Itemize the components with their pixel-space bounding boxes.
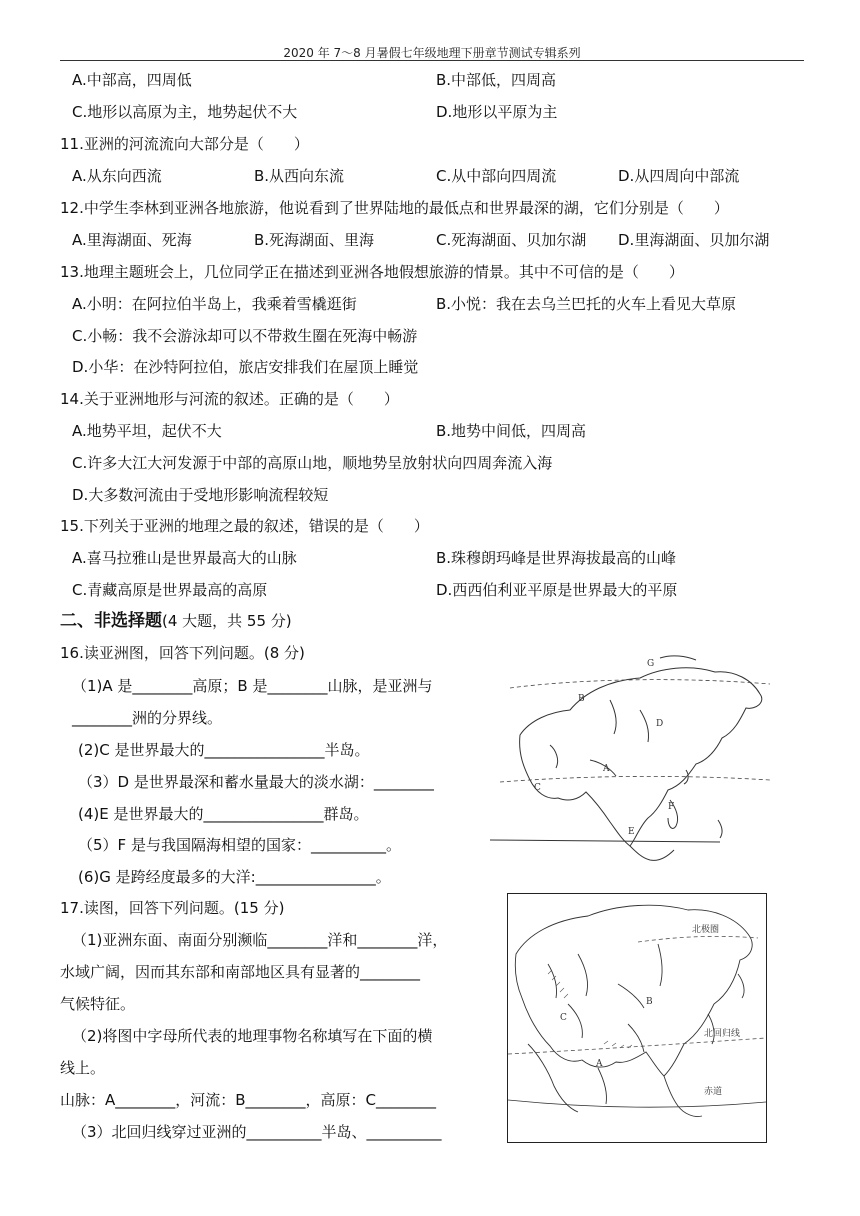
map-label-c: C: [534, 783, 541, 793]
q12-option-b: B.死海湖面、里海: [254, 231, 375, 249]
map-label-f: F: [668, 802, 675, 812]
q10-option-c: C.地形以高原为主，地势起伏不大: [72, 103, 298, 121]
asia-map-q16: [490, 650, 780, 870]
q17-line-5: 线上。: [60, 1059, 106, 1077]
q12-option-d: D.里海湖面、贝加尔湖: [618, 231, 770, 249]
q11-option-a: A.从东向西流: [72, 167, 162, 185]
q10-option-b: B.中部低，四周高: [436, 71, 557, 89]
q11-stem: 11.亚洲的河流流向大部分是（ ）: [60, 135, 309, 153]
map-label-arctic-circle: 北极圈: [692, 925, 720, 935]
section-note: (4 大题，共 55 分): [162, 612, 292, 630]
map-label-b: B: [578, 694, 585, 704]
q13-option-d: D.小华：在沙特阿拉伯，旅店安排我们在屋顶上睡觉: [72, 358, 419, 376]
q15-option-b: B.珠穆朗玛峰是世界海拔最高的山峰: [436, 549, 677, 567]
q13-stem: 13.地理主题班会上，几位同学正在描述到亚洲各地假想旅游的情景。其中不可信的是（ ）: [60, 263, 684, 281]
q15-option-a: A.喜马拉雅山是世界最高大的山脉: [72, 549, 297, 567]
map-label-d: D: [656, 719, 664, 729]
map-label-equator: 赤道: [704, 1087, 723, 1097]
q11-option-b: B.从西向东流: [254, 167, 345, 185]
q17-line-4: （2)将图中字母所代表的地理事物名称填写在下面的横: [72, 1027, 433, 1045]
q13-option-a: A.小明：在阿拉伯半岛上，我乘着雪橇逛街: [72, 295, 357, 313]
q16-line-3: (2)C 是世界最大的________________半岛。: [78, 741, 370, 759]
q16-line-4: （3）D 是世界最深和蓄水量最大的淡水湖：________: [78, 773, 434, 791]
header-rule: [60, 60, 804, 61]
q14-option-c: C.许多大江大河发源于中部的高原山地，顺地势呈放射状向四周奔流入海: [72, 454, 553, 472]
q16-line-2: ________洲的分界线。: [72, 709, 223, 727]
q14-option-a: A.地势平坦，起伏不大: [72, 422, 222, 440]
q17-line-7: （3）北回归线穿过亚洲的__________半岛、__________: [72, 1123, 442, 1141]
q17-line-6: 山脉：A________，河流：B________，高原：C________: [60, 1091, 437, 1109]
map-label-g: G: [647, 659, 655, 669]
section-heading: [60, 611, 292, 631]
q14-stem: 14.关于亚洲地形与河流的叙述。正确的是（ ）: [60, 390, 399, 408]
q14-option-b: B.地势中间低，四周高: [436, 422, 587, 440]
q17-stem: 17.读图，回答下列问题。(15 分): [60, 899, 285, 917]
map-label-b: B: [646, 997, 653, 1007]
q17-line-1: （1)亚洲东面、南面分别濒临________洋和________洋，: [72, 931, 448, 949]
q10-option-a: A.中部高，四周低: [72, 71, 192, 89]
q17-line-3: 气候特征。: [60, 995, 136, 1013]
map-label-c: C: [560, 1013, 567, 1023]
q16-line-7: (6)G 是跨经度最多的大洋:________________。: [78, 868, 391, 886]
page-header: 2020 年 7～8 月暑假七年级地理下册章节测试专辑系列: [283, 46, 581, 60]
map-label-tropic-of-cancer: 北回归线: [704, 1029, 741, 1039]
q15-stem: 15.下列关于亚洲的地理之最的叙述，错误的是（ ）: [60, 517, 429, 535]
q11-option-d: D.从四周向中部流: [618, 167, 740, 185]
q11-option-c: C.从中部向四周流: [436, 167, 557, 185]
q16-line-6: （5）F 是与我国隔海相望的国家：__________。: [78, 836, 401, 854]
q12-stem: 12.中学生李林到亚洲各地旅游，他说看到了世界陆地的最低点和世界最深的湖，它们分别是（ ）: [60, 199, 729, 217]
q16-stem: 16.读亚洲图，回答下列问题。(8 分): [60, 644, 305, 662]
q15-option-d: D.西西伯利亚平原是世界最大的平原: [436, 581, 678, 599]
q10-option-d: D.地形以平原为主: [436, 103, 558, 121]
q14-option-d: D.大多数河流由于受地形影响流程较短: [72, 486, 329, 504]
q13-option-b: B.小悦：我在去乌兰巴托的火车上看见大草原: [436, 295, 737, 313]
map-label-a: A: [603, 764, 610, 774]
asia-map-q17: [507, 893, 767, 1143]
q17-line-2: 水域广阔，因而其东部和南部地区具有显著的________: [60, 963, 421, 981]
map-label-e: E: [628, 827, 635, 837]
q13-option-c: C.小畅：我不会游泳却可以不带救生圈在死海中畅游: [72, 327, 418, 345]
q12-option-a: A.里海湖面、死海: [72, 231, 192, 249]
map-label-a: A: [596, 1059, 603, 1069]
q16-line-5: (4)E 是世界最大的________________群岛。: [78, 805, 369, 823]
q16-line-1: （1)A 是________高原；B 是________山脉，是亚洲与: [72, 677, 433, 695]
q12-option-c: C.死海湖面、贝加尔湖: [436, 231, 587, 249]
q15-option-c: C.青藏高原是世界最高的高原: [72, 581, 268, 599]
section-title: 二、非选择题: [60, 611, 162, 631]
